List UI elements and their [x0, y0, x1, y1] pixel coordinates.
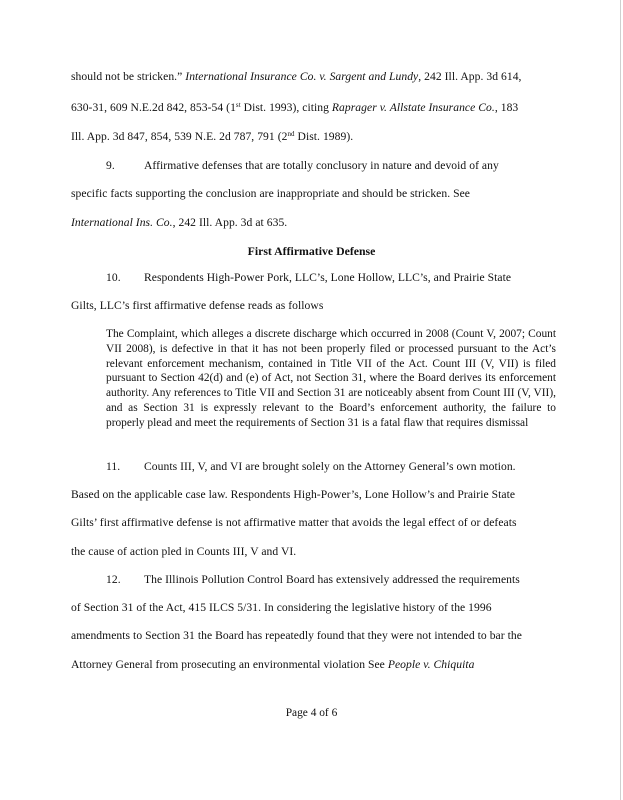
section-heading: First Affirmative Defense — [247, 244, 376, 258]
text-line: Gilts, LLC’s first affirmative defense reads as follows — [71, 299, 324, 312]
paragraph-number: 10. — [106, 271, 121, 284]
text-line: 630-31, 609 N.E.2d 842, 853-54 (1st Dist. 1993), citing Raprager v. Allstate Insurance Co., 183 — [71, 101, 519, 114]
text-line: Affirmative defenses that are totally conclusory in nature and devoid of any — [144, 159, 499, 172]
text-line: The Illinois Pollution Control Board has extensively addressed the requirements — [144, 573, 520, 586]
block-quote: The Complaint, which alleges a discrete discharge which occurred in 2008 (Count V, 2007; Count VII 2008), is defective in that it has not been properly filed or processed pursuant to the Act’s relevant enforcement mechanism, contained in Title VII of the Act. Count III (V, VII) is filed pursuant to Section 42(d) and (e) of Act, not Section 31, where the Board derives its enforcement authority. Any references to Title VII and Section 31 are noticeably absent from Count III (V, VII), and as Section 31 is expressly relevant to the Board’s enforcement authority, the failure to properly plead and meet the requirements of Section 31 is a fatal flaw that requires dismissal — [106, 328, 556, 429]
text-line: Attorney General from prosecuting an environmental violation See People v. Chiquita — [71, 658, 475, 671]
paragraph-number: 12. — [106, 573, 121, 586]
text-line: the cause of action pled in Counts III, V and VI. — [71, 545, 297, 558]
text-line: Ill. App. 3d 847, 854, 539 N.E. 2d 787, 791 (2nd Dist. 1989). — [71, 130, 354, 143]
text-line: Respondents High-Power Pork, LLC’s, Lone Hollow, LLC’s, and Prairie State — [144, 271, 512, 284]
paragraph-number: 9. — [106, 159, 115, 172]
page-number: Page 4 of 6 — [285, 707, 338, 719]
text-line: should not be stricken.” International Insurance Co. v. Sargent and Lundy, 242 Ill. App. 3d 614, — [71, 70, 522, 83]
text-line: specific facts supporting the conclusion are inappropriate and should be stricken. See — [71, 187, 471, 200]
text-line: Counts III, V, and VI are brought solely on the Attorney General’s own motion. — [144, 460, 516, 473]
paragraph-number: 11. — [106, 460, 121, 473]
text-line: Based on the applicable case law. Respondents High-Power’s, Lone Hollow’s and Prairie State — [71, 488, 516, 501]
text-line: of Section 31 of the Act, 415 ILCS 5/31. In considering the legislative history of the 1996 — [71, 601, 492, 614]
text-line: Gilts’ first affirmative defense is not affirmative matter that avoids the legal effect of or defeats — [71, 516, 517, 529]
text-line: International Ins. Co., 242 Ill. App. 3d at 635. — [71, 216, 288, 229]
text-line: amendments to Section 31 the Board has repeatedly found that they were not intended to bar the — [71, 629, 522, 642]
paragraph-9 — [106, 159, 115, 173]
